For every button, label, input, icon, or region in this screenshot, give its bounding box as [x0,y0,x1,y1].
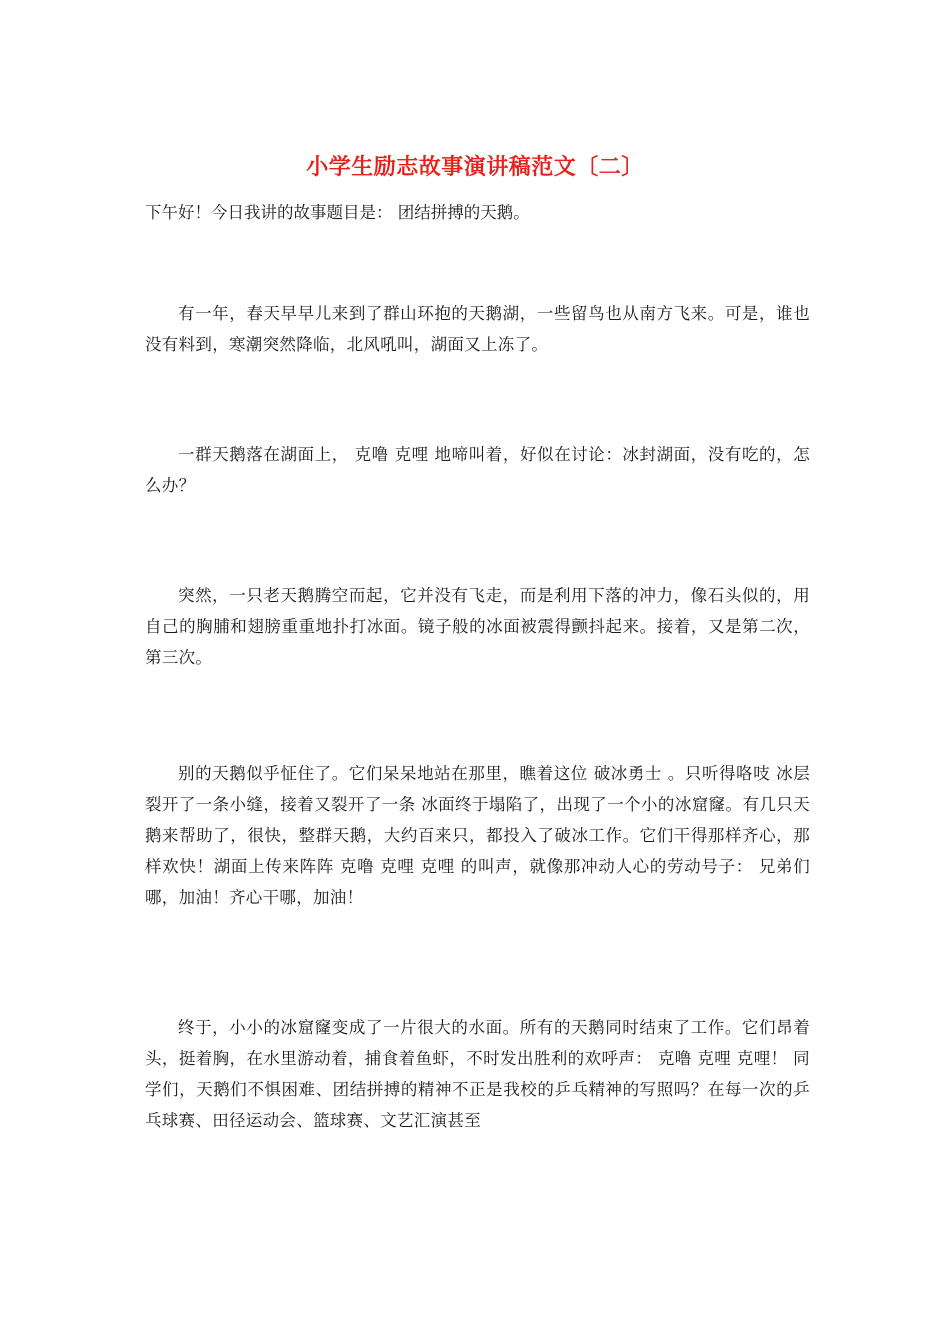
paragraph-2: 一群天鹅落在湖面上， 克噜 克哩 地啼叫着，好似在讨论：冰封湖面，没有吃的，怎么办？ [145,445,810,495]
paragraph-3: 突然，一只老天鹅腾空而起，它并没有飞走，而是利用下落的冲力，像石头似的，用自己的胸脯和翅膀重重地扑打冰面。镜子般的冰面被震得颤抖起来。接着，又是第二次，第三次。 [145,586,810,667]
paragraph-4: 别的天鹅似乎怔住了。它们呆呆地站在那里，瞧着这位 破冰勇士 。只听得咯吱 冰层裂开了一条小缝，接着又裂开了一条 冰面终于塌陷了，出现了一个小的冰窟窿。有几只天鹅来帮助了，很快，整群天鹅，大约百来只，都投入了破冰工作。它们干得那样齐心，那样欢快！湖面上传来阵阵 克噜 克哩 克哩 的叫声，就像那冲动人心的劳动号子： 兄弟们哪，加油！齐心干哪，加油！ [145,764,810,907]
paragraph-5: 终于，小小的冰窟窿变成了一片很大的水面。所有的天鹅同时结束了工作。它们昂着头，挺着胸，在水里游动着，捕食着鱼虾，不时发出胜利的欢呼声： 克噜 克哩 克哩！ 同学们，天鹅们不惧困难、团结拼搏的精神不正是我校的乒乓精神的写照吗？在每一次的乒乓球赛、田径运动会、篮球赛、文艺汇演甚至 [145,1018,810,1130]
paragraph-1: 有一年，春天早早儿来到了群山环抱的天鹅湖，一些留鸟也从南方飞来。可是，谁也没有料到，寒潮突然降临，北风吼叫，湖面又上冻了。 [145,304,810,354]
greeting-line: 下午好！今日我讲的故事题目是： 团结拼搏的天鹅。 [145,203,530,222]
document-title: 小学生励志故事演讲稿范文〔二〕 [306,154,644,180]
